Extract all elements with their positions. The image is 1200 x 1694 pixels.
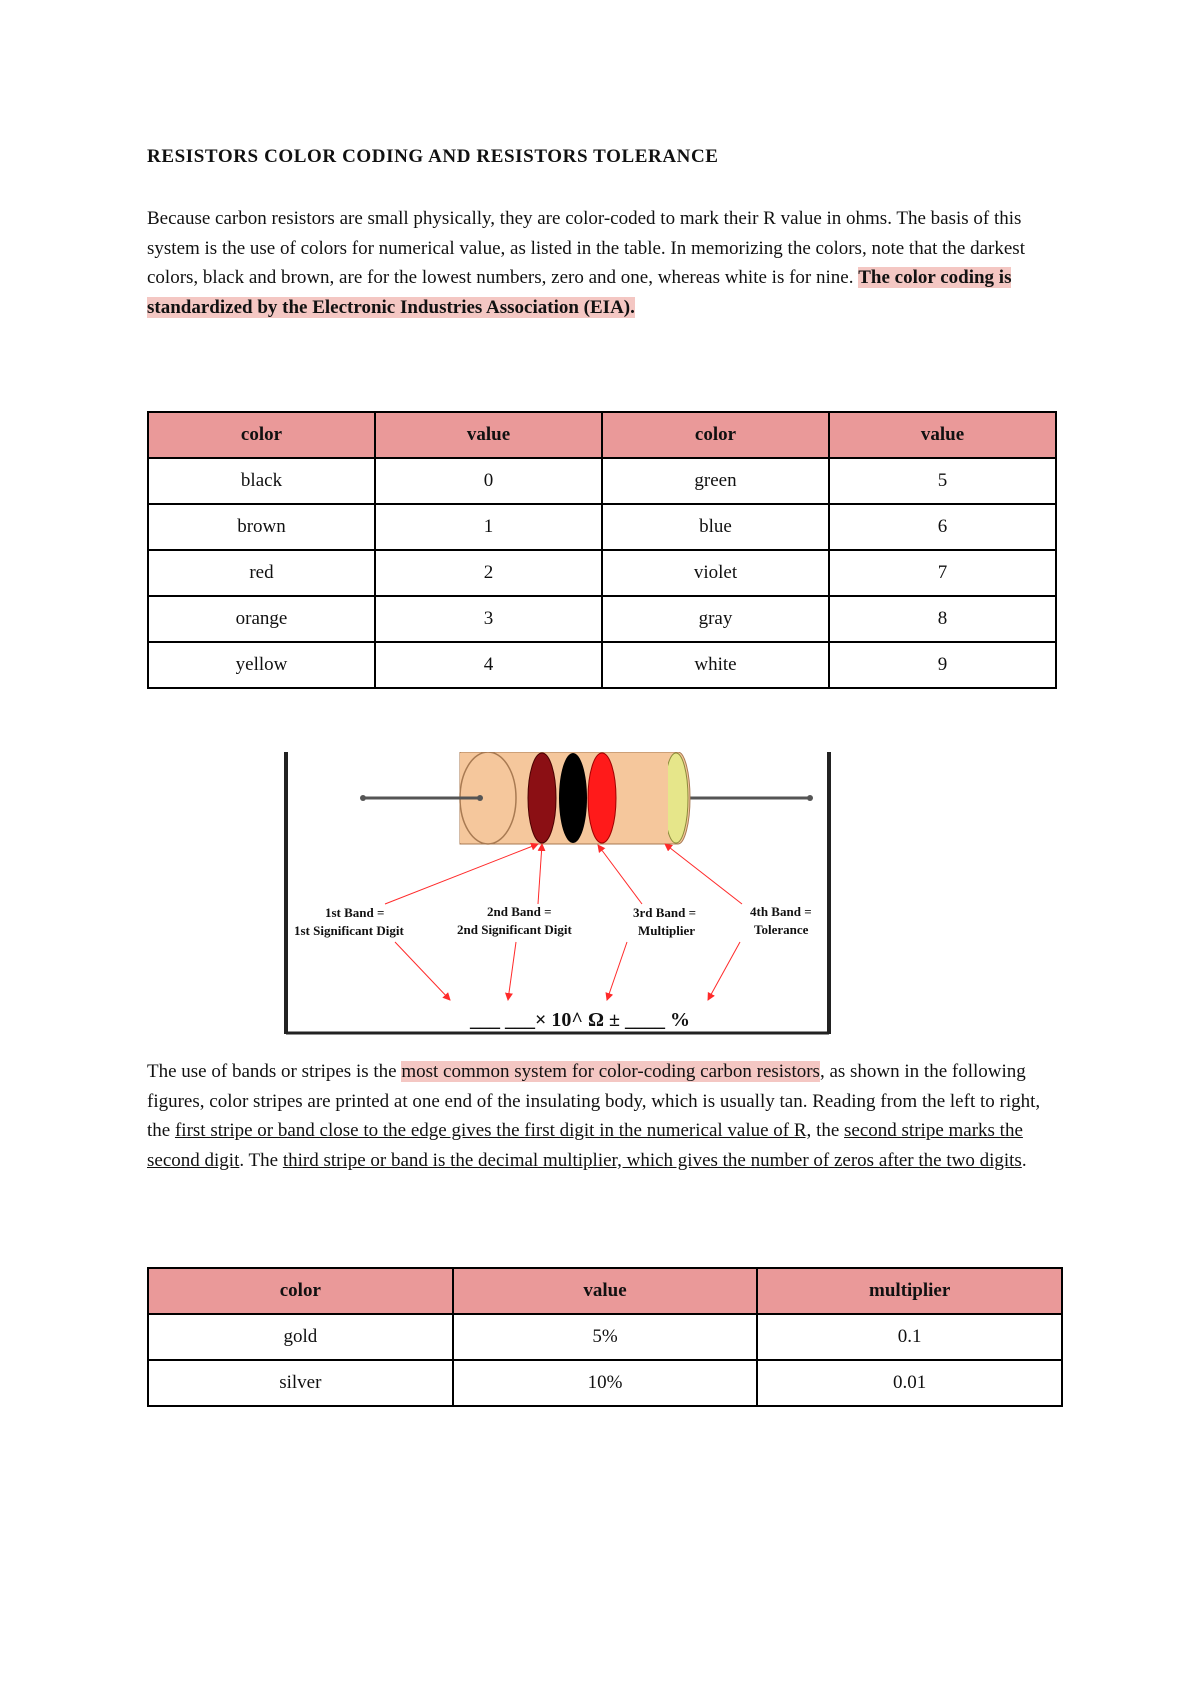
table-cell: gray (602, 596, 829, 642)
bands-paragraph (147, 1057, 1067, 1175)
arrow-band3-down (607, 942, 627, 1000)
table-cell: yellow (148, 642, 375, 688)
formula: ___ ___× 10^ Ω ± ____ % (470, 1009, 691, 1031)
table-cell: gold (148, 1314, 453, 1360)
table-row (148, 596, 1056, 642)
left-lead-tip (477, 795, 483, 801)
p2-text-1: The use of bands or stripes is the (147, 1061, 402, 1082)
p2-text-2: , as shown in the following figures, color stripes are printed at one end of the insulating body, which is usually tan. Reading from the left to right, the (147, 1061, 1041, 1141)
p2-underline-2: second stripe marks the second digit (147, 1120, 1023, 1171)
left-lead-end (360, 795, 366, 801)
table-row (148, 504, 1056, 550)
table-cell: 4 (375, 642, 602, 688)
table-cell: 6 (829, 504, 1056, 550)
band4-label: 4th Band = Tolerance (750, 904, 812, 937)
resistor-band-2 (559, 753, 587, 843)
header-cell: multiplier (757, 1268, 1062, 1314)
resistor-band-1 (528, 753, 556, 843)
table-cell: 3 (375, 596, 602, 642)
p2-highlight: most common system for color-coding carbon resistors (401, 1061, 820, 1082)
resistor-diagram (280, 752, 840, 1037)
header-cell: value (829, 412, 1056, 458)
table-cell: 1 (375, 504, 602, 550)
header-cell: color (148, 412, 375, 458)
table-cell: 0 (375, 458, 602, 504)
header-cell: color (602, 412, 829, 458)
table-cell: white (602, 642, 829, 688)
table-cell: violet (602, 550, 829, 596)
arrow-band4-down (708, 942, 740, 1000)
table-row (148, 1360, 1062, 1406)
intro-highlight: The color coding is standardized by the Electronic Industries Association (EIA). (147, 267, 1012, 318)
table-cell: red (148, 550, 375, 596)
table-cell: blue (602, 504, 829, 550)
header-cell: value (453, 1268, 758, 1314)
p2-underline-3: third stripe or band is the decimal multiplier, which gives the number of zeros after the two digits (282, 1149, 1022, 1171)
table-header-row (148, 412, 1056, 458)
table-cell: 7 (829, 550, 1056, 596)
right-lead-end (807, 795, 813, 801)
table-cell: 10% (453, 1360, 758, 1406)
table-cell: brown (148, 504, 375, 550)
tolerance-table (147, 1267, 1063, 1407)
p2-text-4: . The (239, 1149, 283, 1171)
arrow-band2-up (538, 844, 542, 904)
p2-text-5: . (1021, 1149, 1027, 1171)
table-row (148, 642, 1056, 688)
table-cell: orange (148, 596, 375, 642)
arrow-band1-up (385, 844, 538, 904)
band1-label: 1st Band = 1st Significant Digit (294, 905, 404, 938)
table-cell: 2 (375, 550, 602, 596)
table-cell: green (602, 458, 829, 504)
p2-underline-1: first stripe or band close to the edge gives the first digit in the numerical value of R, (174, 1120, 812, 1141)
intro-text: Because carbon resistors are small physically, they are color-coded to mark their R value in ohms. The basis of this system is the use of colors for numerical value, as listed in the table. In memorizing the colors, note that the darkest colors, black and brown, are for the lowest numbers, zero and one, whereas white is for nine. (147, 208, 1025, 288)
table-cell: black (148, 458, 375, 504)
resistor-band-3 (588, 753, 616, 843)
header-cell: color (148, 1268, 453, 1314)
arrow-band2-down (508, 942, 516, 1000)
table-header-row (148, 1268, 1062, 1314)
color-value-table (147, 411, 1057, 689)
header-cell: value (375, 412, 602, 458)
table-cell: 0.1 (757, 1314, 1062, 1360)
table-cell: 5 (829, 458, 1056, 504)
table-cell: 8 (829, 596, 1056, 642)
table-row (148, 1314, 1062, 1360)
table-row (148, 458, 1056, 504)
table-cell: silver (148, 1360, 453, 1406)
table-cell: 0.01 (757, 1360, 1062, 1406)
table-cell: 9 (829, 642, 1056, 688)
band2-label: 2nd Band = 2nd Significant Digit (457, 904, 572, 937)
page-title: RESISTORS COLOR CODING AND RESISTORS TOLERANCE (147, 146, 719, 167)
arrow-band1-down (395, 942, 450, 1000)
arrow-band3-up (598, 845, 642, 904)
p2-text-3: the (811, 1120, 845, 1141)
band3-label: 3rd Band = Multiplier (633, 905, 697, 938)
arrow-band4-up (665, 844, 742, 904)
table-cell: 5% (453, 1314, 758, 1360)
intro-paragraph (147, 204, 1067, 322)
table-row (148, 550, 1056, 596)
